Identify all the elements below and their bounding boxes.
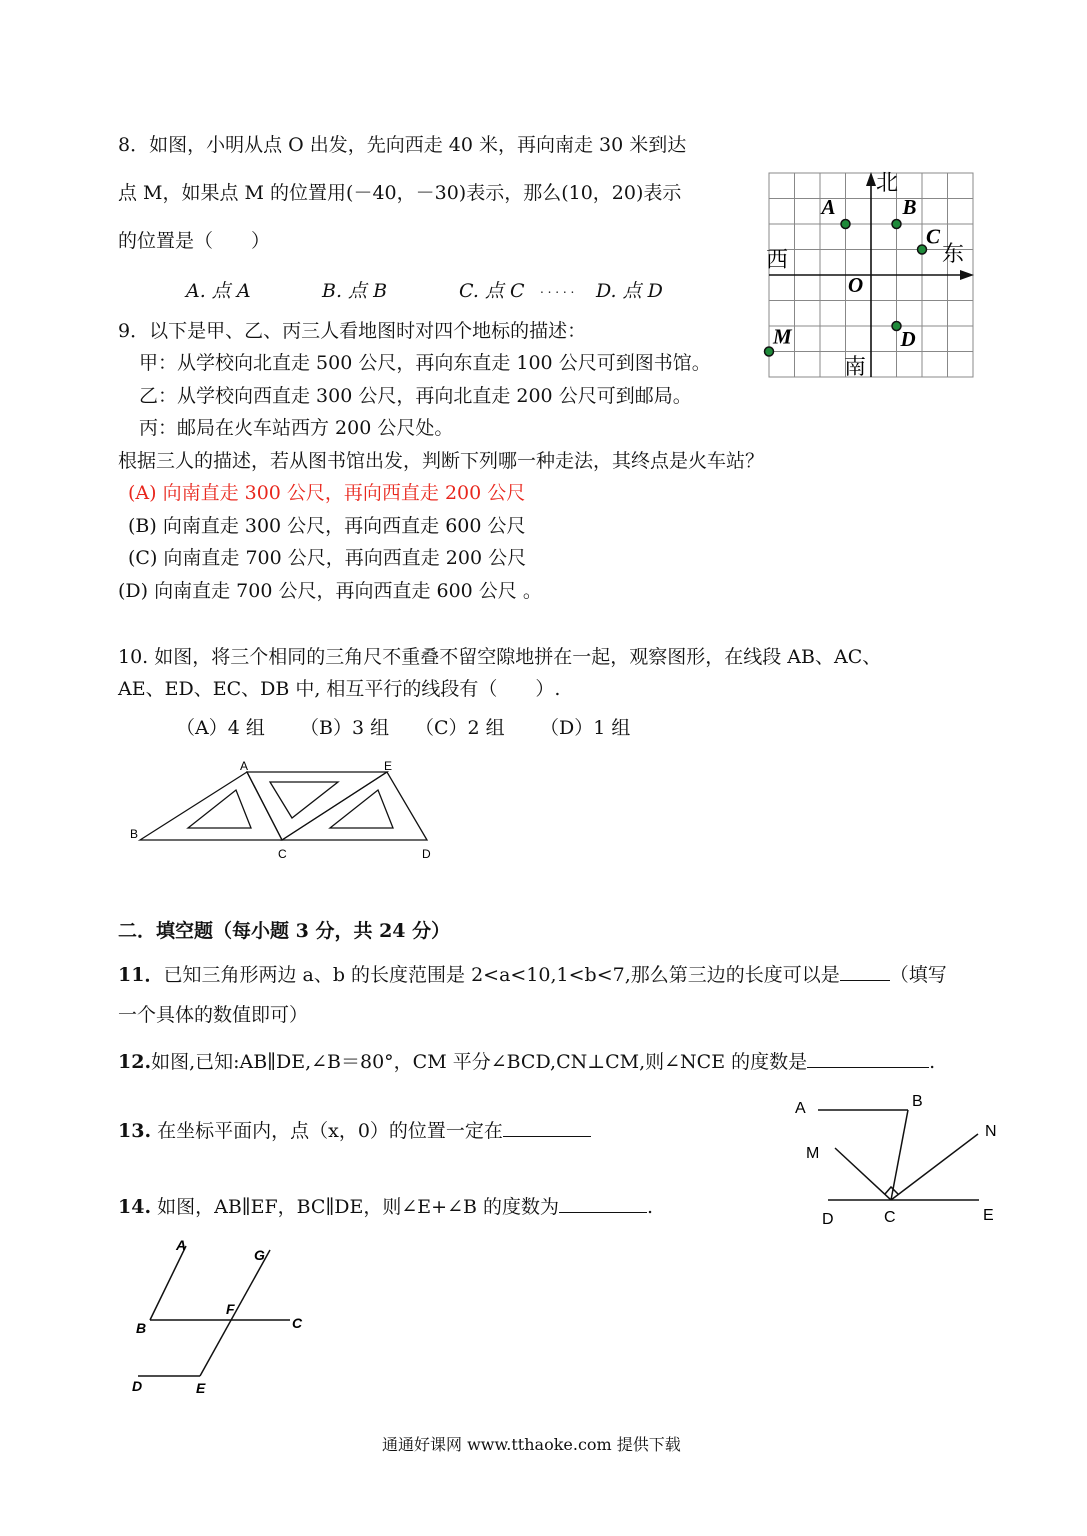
q11-text-end: （填写: [889, 964, 947, 986]
q8-option-a: A. 点 A: [186, 280, 251, 302]
q8-option-d: D. 点 D: [596, 280, 663, 302]
label-d: D: [132, 1378, 143, 1394]
label-a: A: [795, 1100, 806, 1117]
q10-option-d: （D）1 组: [540, 717, 631, 739]
y-axis-arrow-icon: [866, 172, 876, 186]
triangle-abc: [140, 772, 282, 840]
line-ge: [200, 1250, 270, 1376]
q14-answer-blank[interactable]: [559, 1194, 647, 1213]
q13-text: 在坐标平面内，点（x，0）的位置一定在: [157, 1120, 503, 1142]
point-d-label: D: [900, 327, 916, 351]
label-c: C: [292, 1315, 303, 1331]
q12-figure: [790, 1088, 1010, 1228]
q13-answer-blank[interactable]: [503, 1118, 591, 1137]
q10-triangles-figure: [130, 760, 440, 865]
label-b: B: [130, 827, 139, 841]
q8-dots: . . . . .: [540, 282, 575, 296]
q9-question: 根据三人的描述，若从图书馆出发，判断下列哪一种走法，其终点是火车站？: [118, 450, 765, 472]
label-b: B: [912, 1093, 923, 1110]
label-m: M: [806, 1145, 820, 1162]
line-cm: [835, 1148, 891, 1200]
q10-line2: AE、ED、EC、DB 中, 相互平行的线段有（ ）.: [118, 678, 561, 700]
label-c: C: [278, 847, 287, 861]
east-label: 东: [942, 241, 965, 266]
label-g: G: [254, 1247, 265, 1263]
label-a: A: [240, 759, 249, 773]
q12-text: 如图,已知:AB∥DE,∠B＝80°，CM 平分∠BCD,CN⊥CM,则∠NCE 的度数是: [151, 1051, 808, 1073]
q14-text: 如图，AB∥EF，BC∥DE，则∠E+∠B 的度数为: [157, 1196, 559, 1218]
q12-answer-blank[interactable]: [807, 1049, 929, 1068]
line-ab: [150, 1246, 186, 1320]
x-axis-arrow-icon: [960, 270, 974, 280]
label-e: E: [384, 759, 393, 773]
label-d: D: [822, 1211, 834, 1228]
q12-end: .: [929, 1051, 936, 1073]
q10-option-b: （B）3 组: [300, 717, 390, 739]
inner-triangle-right: [330, 790, 393, 828]
q14-end: .: [647, 1196, 654, 1218]
q8-line3: 的位置是（ ）: [118, 230, 271, 252]
q10-option-c: （C）2 组: [415, 717, 505, 739]
footer-text: 通通好课网 www.tthaoke.com 提供下载: [382, 1435, 681, 1454]
q11-line1: [118, 962, 947, 987]
south-label: 南: [844, 354, 867, 379]
q9-option-a: (A) 向南直走 300 公尺，再向西直走 200 公尺: [128, 482, 526, 504]
q11-text: 已知三角形两边 a、b 的长度范围是 2<a<10,1<b<7,那么第三边的长度可以是: [163, 964, 840, 986]
q10-option-a: （A）4 组: [176, 717, 265, 739]
inner-triangle-mid: [270, 782, 338, 818]
q12-line: [118, 1049, 935, 1074]
line-cn: [891, 1134, 978, 1200]
q8-line1: 8．如图，小明从点 O 出发，先向西走 40 米，再向南走 30 米到达: [118, 134, 687, 156]
q9-option-d: (D) 向南直走 700 公尺，再向西直走 600 公尺 。: [118, 580, 542, 602]
q8-option-c: C. 点 C: [459, 280, 525, 302]
point-m-label: M: [773, 324, 792, 349]
label-e: E: [196, 1380, 206, 1396]
label-f: F: [226, 1301, 235, 1317]
q12-number: 12.: [118, 1051, 152, 1073]
q14-line: [118, 1194, 653, 1219]
line-bc: [891, 1110, 908, 1200]
label-c: C: [884, 1209, 896, 1226]
q9-stem: 9．以下是甲、乙、丙三人看地图时对四个地标的描述：: [118, 320, 587, 342]
origin-label: O: [848, 273, 864, 297]
q9-option-b: (B) 向南直走 300 公尺，再向西直走 600 公尺: [128, 515, 526, 537]
q8-option-b: B. 点 B: [322, 280, 388, 302]
q11-answer-blank[interactable]: [840, 962, 890, 981]
q9-bing: 丙：邮局在火车站西方 200 公尺处。: [139, 417, 454, 439]
q11-number: 11．: [118, 964, 164, 986]
label-a: A: [176, 1237, 187, 1253]
q10-line1: 10. 如图，将三个相同的三角尺不重叠不留空隙地拼在一起，观察图形，在线段 AB、AC、: [118, 646, 882, 668]
q8-line2: 点 M，如果点 M 的位置用(－40，－30)表示，那么(10，20)表示: [118, 182, 682, 204]
label-e: E: [983, 1207, 994, 1224]
q13-number: 13.: [118, 1120, 152, 1142]
q11-line2: 一个具体的数值即可）: [118, 1004, 309, 1026]
section-2-title: 二．填空题（每小题 3 分，共 24 分）: [118, 920, 451, 942]
point-b-label: B: [902, 195, 917, 219]
label-b: B: [136, 1320, 147, 1336]
point-a-label: A: [821, 195, 836, 219]
q8-grid-figure: [766, 168, 981, 383]
west-label: 西: [766, 247, 789, 272]
q13-line: [118, 1118, 591, 1143]
q9-option-c: (C) 向南直走 700 公尺，再向西直走 200 公尺: [128, 547, 527, 569]
q14-number: 14.: [118, 1196, 152, 1218]
q9-jia: 甲：从学校向北直走 500 公尺，再向东直走 100 公尺可到图书馆。: [139, 352, 711, 374]
q9-yi: 乙：从学校向西直走 300 公尺，再向北直走 200 公尺可到邮局。: [139, 385, 692, 407]
inner-triangle-left: [188, 790, 251, 828]
point-a-marker: [841, 220, 850, 229]
point-c-label: C: [926, 224, 941, 249]
q14-figure: [130, 1236, 330, 1401]
point-b-marker: [892, 220, 901, 229]
label-n: N: [985, 1123, 997, 1140]
label-d: D: [422, 847, 431, 861]
right-angle-mark: [885, 1187, 898, 1194]
north-label: 北: [876, 170, 899, 195]
